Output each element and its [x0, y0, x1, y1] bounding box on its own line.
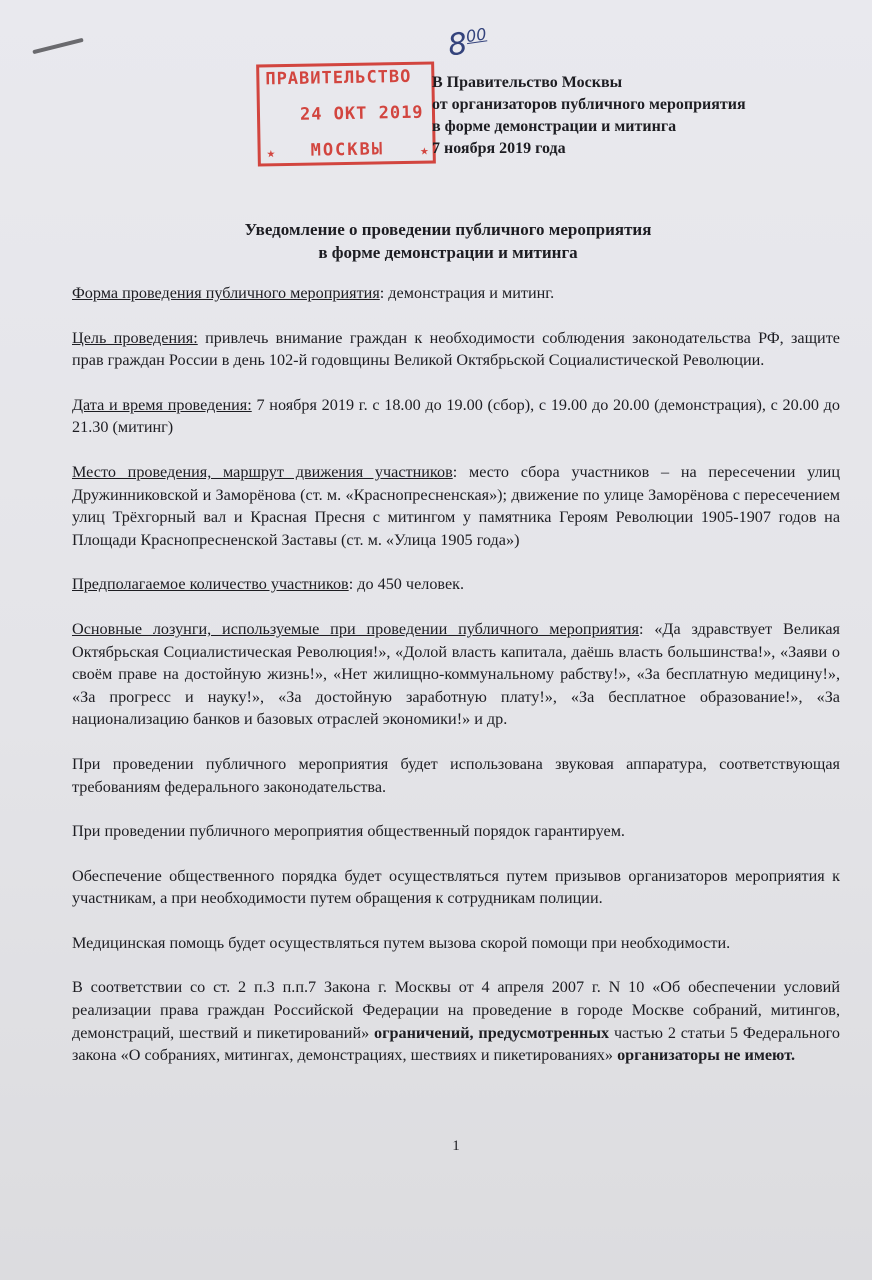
paragraph-medical: Медицинская помощь будет осуществляться путем вызова скорой помощи при необходимости.	[72, 933, 731, 952]
stamp-line-3: МОСКВЫ	[310, 139, 385, 161]
title-line-2: в форме демонстрации и митинга	[318, 243, 578, 262]
section-goal	[72, 327, 840, 372]
section-form-text: : демонстрация и митинг.	[379, 284, 555, 302]
section-datetime-text: 7 ноября 2019 г. с 18.00 до 19.00 (сбор), с 19.00 до 20.00 (демонстрация), с 20.00 до 21.30 (митинг)	[72, 395, 840, 437]
addressee-line-2: от организаторов публичного мероприятия	[432, 96, 746, 113]
title-line-1: Уведомление о проведении публичного мероприятия	[244, 220, 652, 239]
addressee-line-4: 7 ноября 2019 года	[432, 140, 566, 157]
addressee-block	[432, 72, 852, 160]
section-participants-label: Предполагаемое количество участников	[72, 575, 349, 594]
document-title	[0, 218, 872, 264]
paragraph-sound: При проведении публичного мероприятия будет использована звуковая аппаратура, соответствующая требованиям федерального законодательства.	[72, 754, 840, 796]
stamp-line-1: ПРАВИТЕЛЬСТВО	[265, 66, 412, 90]
addressee-line-3: в форме демонстрации и митинга	[432, 118, 677, 135]
stamp-star-left-icon: ★	[266, 145, 276, 162]
section-slogans-text: : «Да здравствует Великая Октябрьская Социалистическая Революция!», «Долой власть капитала, даёшь власть большинства!», «Заяви о своём праве на достойную жизнь!», «Нет жилищно-коммунальному рабству!», «За бесплатную медицину!», «За прогресс и науку!», «За достойную заработную плату!», «За бесплатное образование!», «За национализацию банков и базовых отраслей экономики!» и др.	[72, 619, 840, 729]
section-datetime	[72, 394, 840, 439]
addressee-line-1: В Правительство Москвы	[432, 74, 623, 91]
law-part-2: частью 2 статьи 5 Федерального закона «О собраниях, митингах, демонстрациях, шествиях и пикетированиях»	[72, 1023, 840, 1065]
section-place	[72, 461, 840, 551]
section-place-label: Место проведения, маршрут движения участников	[72, 462, 453, 481]
government-stamp	[256, 61, 436, 166]
section-form	[72, 282, 840, 305]
handwritten-time: $8^{00}$	[445, 24, 488, 64]
law-part-1: В соответствии со ст. 2 п.3 п.п.7 Закона г. Москвы от 4 апреля 2007 г. N 10 «Об обеспечении условий реализации права граждан Российской Федерации на проведение в городе Москве собраний, митингов, демонстраций, шествий и пикетирований»	[72, 978, 840, 1042]
section-participants-text: : до 450 человек.	[348, 575, 465, 594]
document-body	[72, 282, 840, 1089]
stamp-star-right-icon: ★	[420, 142, 429, 159]
paragraph-order: При проведении публичного мероприятия общественный порядок гарантируем.	[72, 822, 625, 841]
section-place-text: : место сбора участников – на пересечении улиц Дружинниковской и Заморёнова (ст. м. «Краснопресненская»); движение по улице Заморёнова с пересечением улиц Трёхгорный вал и Красная Пресня с митингом у памятника Героям Революции 1905-1907 годов на Площади Краснопресненской Заставы (ст. м. «Улица 1905 года»)	[72, 462, 840, 549]
section-participants	[72, 573, 840, 596]
section-form-label: Форма проведения публичного мероприятия	[72, 284, 380, 302]
stamp-date: 24 ОКТ 2019	[299, 102, 424, 125]
law-bold-1: ограничений, предусмотренных	[374, 1023, 610, 1042]
section-goal-label: Цель проведения:	[72, 328, 198, 347]
page-number: 1	[452, 1138, 460, 1154]
paragraph-order-measures: Обеспечение общественного порядка будет осуществляться путем призывов организаторов мероприятия к участникам, а при необходимости путем обращения к сотрудникам полиции.	[72, 866, 840, 908]
staple-mark	[32, 38, 83, 54]
section-slogans-label: Основные лозунги, используемые при проведении публичного мероприятия	[72, 619, 639, 638]
section-goal-text: привлечь внимание граждан к необходимости соблюдения законодательства РФ, защите прав граждан России в день 102-й годовщины Великой Октябрьской Социалистической Революции.	[72, 328, 840, 370]
paragraph-law	[72, 976, 840, 1066]
section-slogans	[72, 618, 840, 731]
section-datetime-label: Дата и время проведения:	[72, 395, 252, 414]
law-bold-2: организаторы не имеют.	[617, 1046, 795, 1065]
